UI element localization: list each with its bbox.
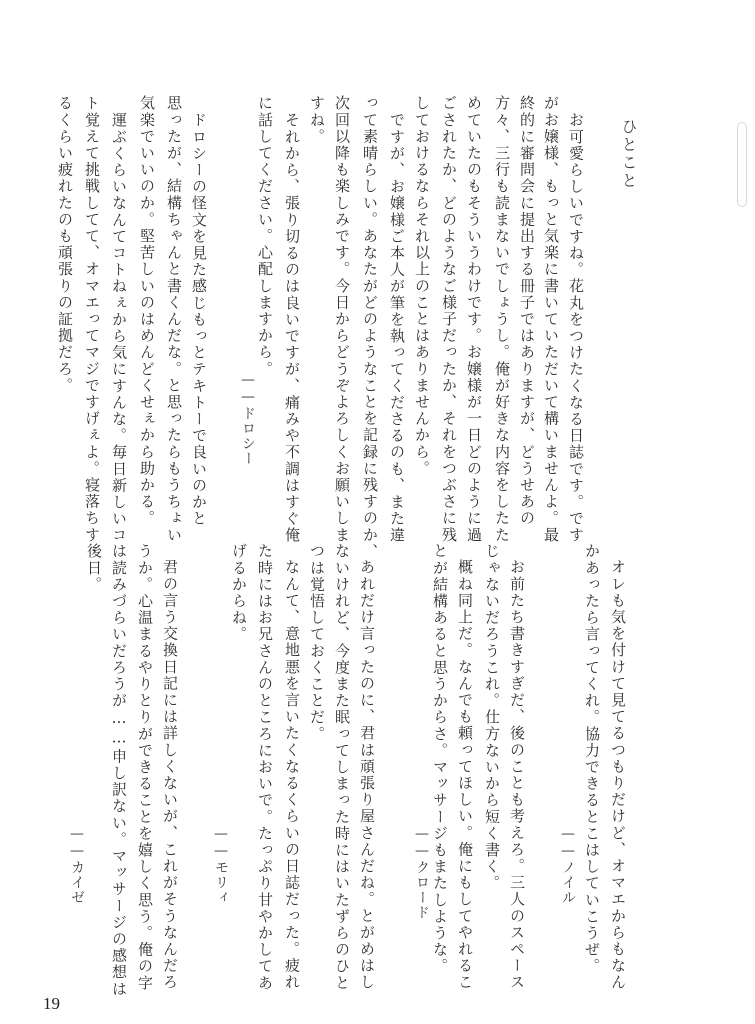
text-line: ですが、お嬢様ご本人が筆を執ってくださるのも、また違 [388, 112, 406, 544]
text-line: しておけるならそれ以上のことはありませんから。 [413, 95, 431, 477]
text-line: かあったら言ってくれ。協力できるとこはしていこうぜ。 [583, 543, 601, 975]
signature-kaize: ——カイゼ [69, 826, 85, 905]
text-line: つは覚悟しておくことだ。 [308, 543, 326, 743]
text-line: お前たち書きすぎだ、後のことも考えろ。三人のスペース [508, 559, 526, 991]
text-line: じゃないだろうこれ。仕方ないから短く書く。 [483, 543, 501, 892]
text-line: ト覚えて挑戦してて、オマエってマジですげぇよ。寝落ちす [83, 95, 101, 544]
text-line: るくらい疲れたのも頑張りの証拠だろ。 [56, 95, 74, 394]
text-line: 次回以降も楽しみです。今日からどうぞよろしくお願いしま [333, 95, 351, 544]
text-line: って素晴らしい。あなたがどのようなことを記録に残すのか、 [361, 95, 379, 560]
text-line: 君の言う交換日記には詳しくないが、これがそうなんだろ [161, 559, 179, 991]
text-line: お可愛らしいですね。花丸をつけたくなる日誌です。です [567, 112, 585, 544]
text-line: ごされたか、どのようなご様子だったか、それをつぶさに残 [440, 95, 458, 544]
text-line: た時にはお兄さんのところにおいで。たっぷり甘やかしてあ [256, 543, 274, 992]
signature-claude: ——クロード [414, 826, 430, 920]
scrollbar-thumb[interactable] [737, 122, 747, 207]
text-line: ドロシーの怪文を見た感じもっとテキトーで良いのかと [190, 112, 208, 527]
signature-noil: ——ノイル [560, 826, 576, 905]
text-line: がお嬢様、もっと気楽に書いていただいて構いませんよ。最 [542, 95, 560, 544]
text-line: なんて、意地悪を言いたくなるくらいの日誌だった。疲れ [283, 559, 301, 991]
text-line: めていたのもそういうわけです。お嬢様が一日どのように過 [465, 95, 483, 544]
section-title: ひとこと [619, 118, 638, 190]
text-line: うか。心温まるやりとりができることを嬉しく思う。俺の字 [136, 543, 154, 992]
text-line: げるからね。 [230, 543, 248, 643]
text-line: 思ったが、結構ちゃんと書くんだな。と思ったらもうちょい [165, 95, 183, 544]
text-line: 気楽でいいのか。堅苦しいのはめんどくせぇから助かる。 [138, 95, 156, 527]
text-line: あれだけ言ったのに、君は頑張り屋さんだね。とがめはし [358, 559, 376, 991]
signature-molly: ——モリィ [213, 826, 229, 905]
text-line: とが結構あると思うからさ。マッサージもまたしような。 [431, 543, 449, 975]
text-line: それから、張り切るのは良いですが、痛みや不調はすぐ俺 [283, 112, 301, 544]
text-line: 運ぶくらいなんてコトねぇから気にすんな。毎日新しいコ [110, 112, 128, 544]
text-line: 後日。 [85, 543, 103, 593]
text-line: 方々、三行も読まないでしょうし。俺が好きな内容をしたた [493, 95, 511, 544]
signature-dorothy: ——ドロシー [240, 372, 256, 466]
text-line: に話してください。心配しますから。 [256, 95, 274, 378]
text-line: 概ね同上だ。なんでも頼ってほしい。俺にもしてやれるこ [456, 559, 474, 991]
page-number: 19 [43, 994, 60, 1013]
text-line: すね。 [308, 95, 326, 145]
text-line: ないけれど、今度また眠ってしまった時にはいたずらのひと [333, 543, 351, 992]
text-line: オレも気を付けて見てるつもりだけど、オマエからもなん [609, 559, 627, 991]
text-line: 終的に審問会に提出する冊子ではありますが、どうせあの [518, 95, 536, 527]
text-line: は読みづらいだろうが……申し訳ない。マッサージの感想は [110, 543, 128, 998]
